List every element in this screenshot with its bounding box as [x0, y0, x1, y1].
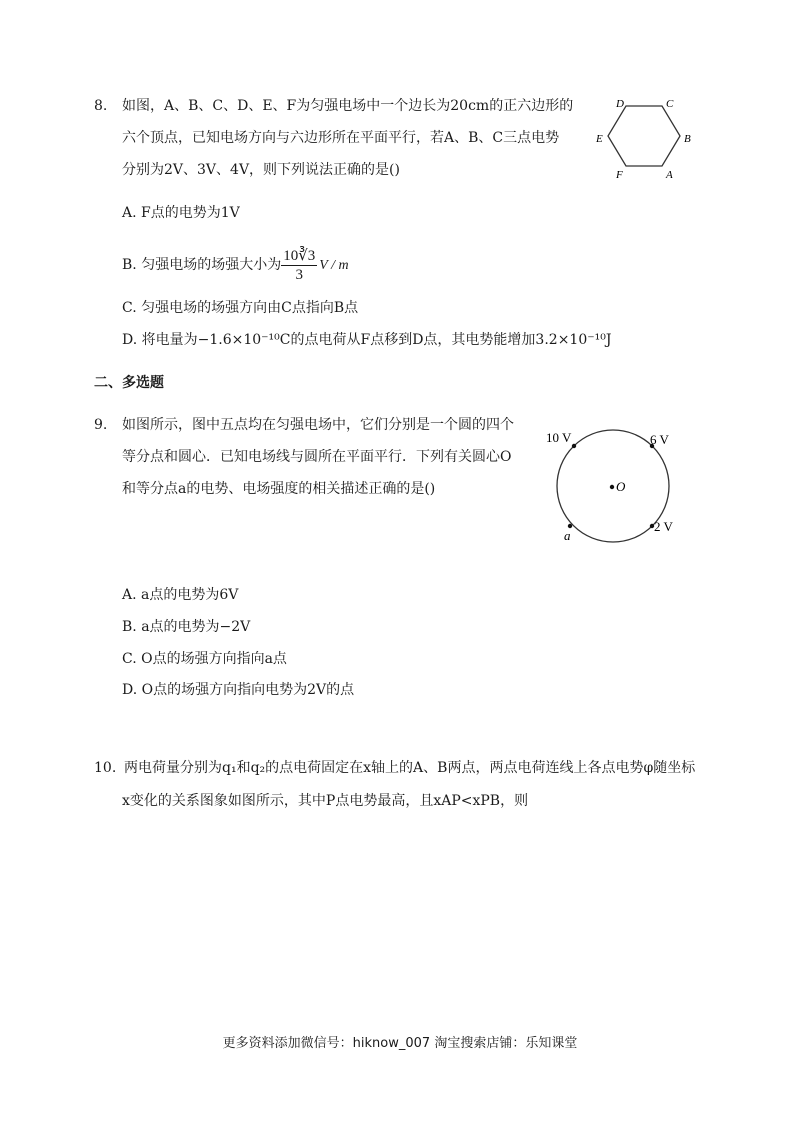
q8-option-b-prefix: B. 匀强电场的场强大小为	[122, 257, 282, 273]
circle-figure	[540, 420, 690, 550]
hex-label-c: C	[666, 98, 674, 110]
q9-text-line1: 如图所示，图中五点均在匀强电场中，它们分别是一个圆的四个	[122, 417, 514, 433]
label-o: O	[616, 479, 626, 494]
hex-label-b: B	[684, 133, 691, 145]
q8-text-line2: 六个顶点，已知电场方向与六边形所在平面平行，若A、B、C三点电势	[122, 130, 560, 146]
q9-option-a: A. a点的电势为6V	[122, 587, 239, 603]
q8-option-d: D. 将电量为−1.6×10⁻¹⁰C的点电荷从F点移到D点，其电势能增加3.2×10⁻¹⁰J	[122, 332, 612, 348]
q9-option-d: D. O点的场强方向指向电势为2V的点	[122, 682, 355, 698]
hex-label-d: D	[616, 98, 624, 110]
label-2v: 2 V	[654, 519, 673, 534]
hex-label-f: F	[616, 169, 623, 181]
q9-number: 9.	[94, 417, 108, 433]
q9-text-line3: 和等分点a的电势、电场强度的相关描述正确的是()	[122, 481, 436, 497]
q10-number: 10.	[94, 760, 117, 776]
q9-option-c: C. O点的场强方向指向a点	[122, 651, 287, 667]
q8-option-b	[122, 243, 349, 288]
q10-text-line1: 两电荷量分别为q₁和q₂的点电荷固定在x轴上的A、B两点，两点电荷连线上各点电势φ随坐标	[124, 760, 696, 776]
q8-text-line1: 如图，A、B、C、D、E、F为匀强电场中一个边长为20cm的正六边形的	[122, 98, 574, 114]
q8-text-line3: 分别为2V、3V、4V，则下列说法正确的是()	[122, 162, 400, 178]
q8-option-b-numerator: 10∛3	[283, 247, 316, 264]
hex-label-e: E	[596, 133, 603, 145]
footer-contact: 更多资料添加微信号：hiknow_007 淘宝搜索店铺：乐知课堂	[222, 1036, 578, 1051]
point-top-left	[572, 444, 576, 448]
label-a: a	[564, 528, 571, 543]
q9-option-b: B. a点的电势为−2V	[122, 619, 251, 635]
point-center-o	[610, 485, 614, 489]
q8-option-c: C. 匀强电场的场强方向由C点指向B点	[122, 300, 359, 316]
hex-label-a: A	[666, 169, 673, 181]
section-heading-multiple-choice: 二、多选题	[94, 375, 164, 391]
q8-number: 8.	[94, 98, 108, 114]
label-6v: 6 V	[650, 432, 669, 447]
q10-text-line2: x变化的关系图象如图所示，其中P点电势最高，且xAP<xPB，则	[122, 793, 529, 809]
q8-option-b-fraction	[281, 247, 317, 284]
label-10v: 10 V	[546, 430, 572, 445]
q8-option-a: A. F点的电势为1V	[122, 205, 240, 221]
hexagon-figure	[590, 92, 700, 182]
q8-option-b-denominator: 3	[295, 266, 303, 283]
q9-text-line2: 等分点和圆心．已知电场线与圆所在平面平行．下列有关圆心O	[122, 449, 512, 465]
q8-option-b-unit: V / m	[319, 258, 349, 273]
